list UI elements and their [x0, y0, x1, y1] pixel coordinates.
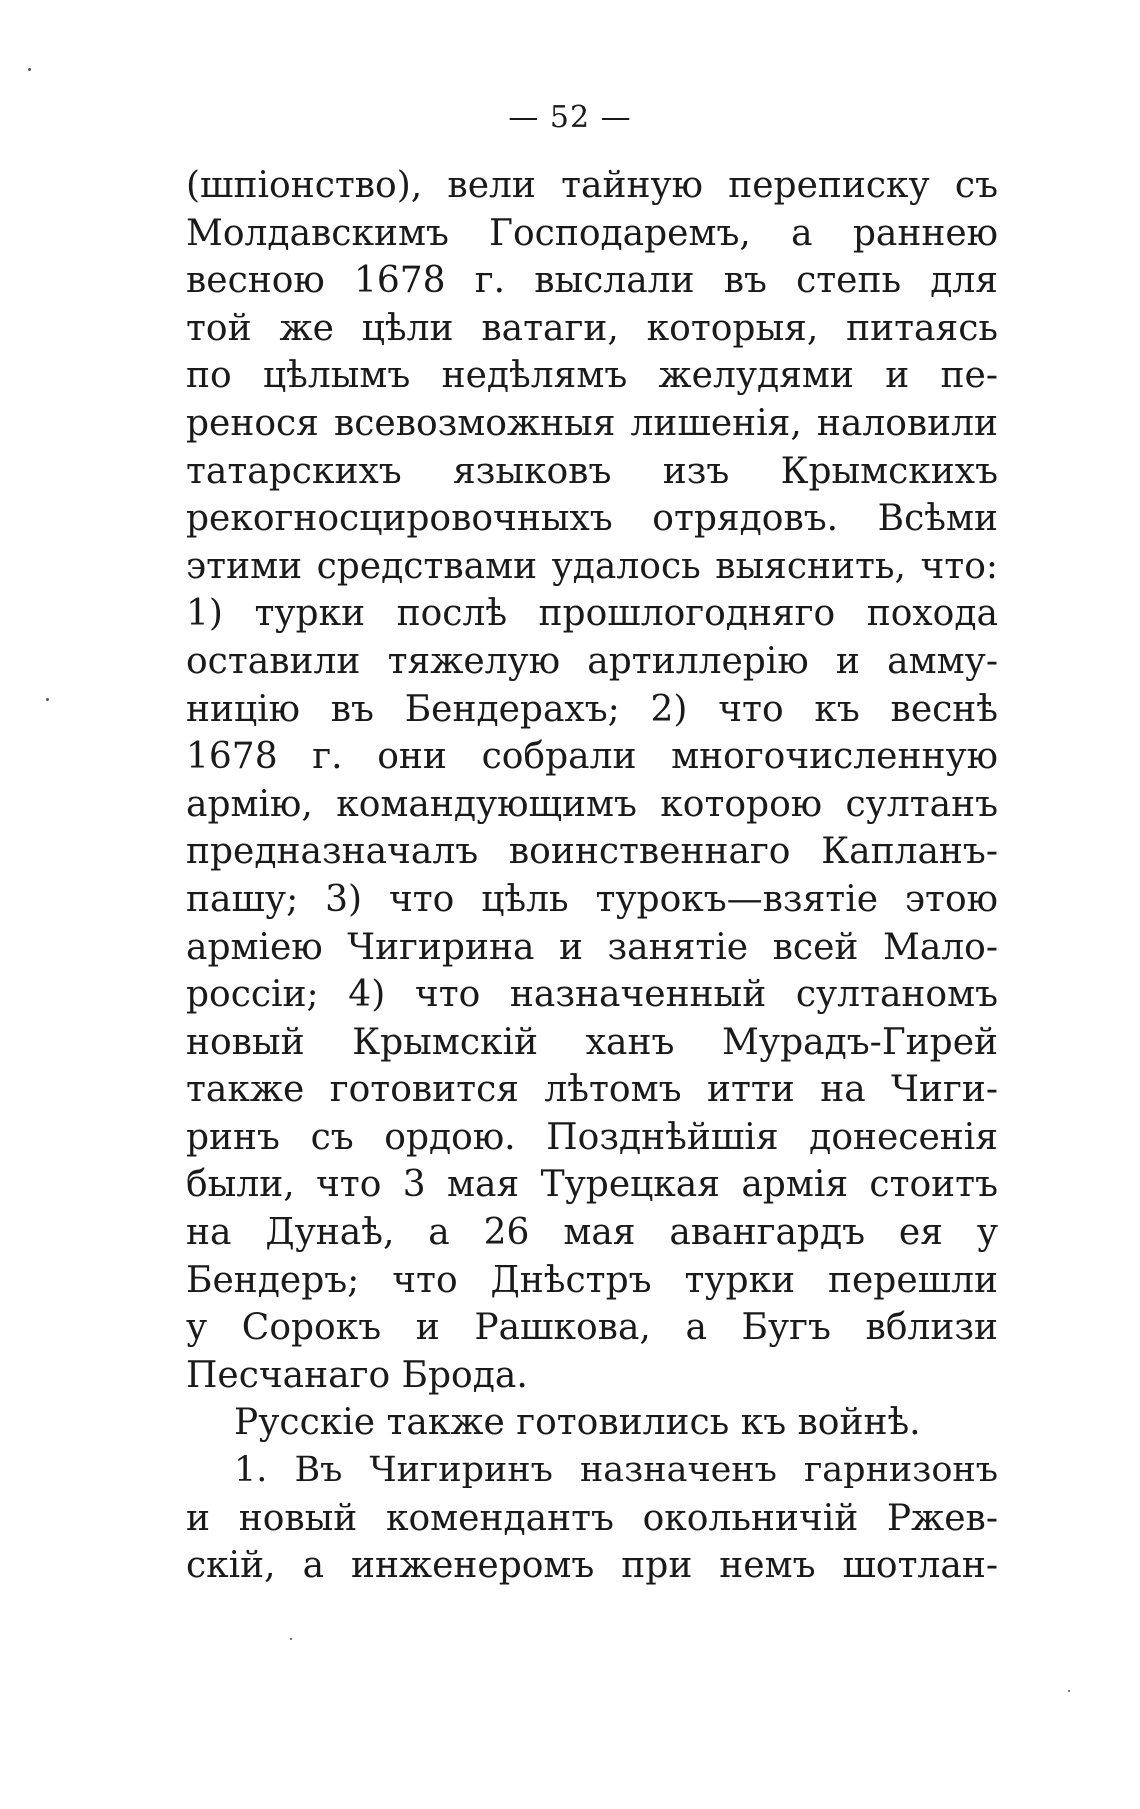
text-line: весною 1678 г. выслали въ степь для [186, 260, 998, 302]
text-line: татарскихъ языковъ изъ Крымскихъ [186, 450, 998, 492]
text-line: арміею Чигирина и занятіе всей Мало- [186, 926, 998, 968]
text-line: новый Крымскій ханъ Мурадъ-Гирей [186, 1021, 998, 1063]
text-line: 1) турки послѣ прошлогодняго похода [186, 593, 998, 635]
text-line: по цѣлымъ недѣлямъ желудями и пе- [186, 355, 998, 397]
text-line: скій, а инженеромъ при немъ шотлан- [186, 1545, 998, 1587]
scan-speck [46, 698, 49, 701]
text-line: также готовится лѣтомъ итти на Чиги- [186, 1069, 998, 1111]
text-line: предназначалъ воинственнаго Капланъ- [186, 831, 998, 873]
text-line: Русскіе также готовились къ войнѣ. [234, 1402, 921, 1444]
text-line: Молдавскимъ Господаремъ, а раннею [186, 212, 998, 254]
text-line: рекогносцировочныхъ отрядовъ. Всѣми [186, 498, 998, 540]
text-line: на Дунаѣ, а 26 мая авангардъ ея у [186, 1212, 998, 1254]
text-line: армію, командующимъ которою султанъ [186, 783, 998, 825]
text-line: ницію въ Бендерахъ; 2) что къ веснѣ [186, 688, 998, 730]
scan-speck [1068, 1690, 1070, 1692]
body-text [186, 162, 998, 1590]
text-line: ринъ съ ордою. Позднѣйшія донесенія [186, 1116, 998, 1158]
text-line: россіи; 4) что назначенный султаномъ [186, 974, 998, 1016]
scan-speck [290, 1638, 292, 1640]
text-line: 1678 г. они собрали многочисленную [186, 736, 998, 778]
text-line: этими средствами удалось выяснить, что: [186, 545, 998, 587]
text-line: и новый комендантъ окольничій Ржев- [186, 1497, 998, 1539]
scan-speck [28, 68, 31, 71]
text-line: были, что 3 мая Турецкая армія стоитъ [186, 1164, 998, 1206]
text-line: пашу; 3) что цѣль турокъ—взятіе этою [186, 878, 998, 920]
text-line: той же цѣли ватаги, которыя, питаясь [186, 307, 998, 349]
text-line: Песчанаго Брода. [186, 1354, 528, 1396]
text-line: у Сорокъ и Рашкова, а Бугъ вблизи [186, 1307, 998, 1349]
text-line: (шпіонство), вели тайную переписку съ [186, 165, 998, 206]
text-line: оставили тяжелую артиллерію и амму- [186, 640, 998, 682]
page-number: — 52 — [508, 100, 632, 135]
text-line: 1. Въ Чигиринъ назначенъ гарнизонъ [234, 1450, 998, 1491]
text-line: Бендеръ; что Днѣстръ турки перешли [186, 1259, 998, 1301]
text-line: ренося всевозможныя лишенія, наловили [186, 402, 998, 444]
